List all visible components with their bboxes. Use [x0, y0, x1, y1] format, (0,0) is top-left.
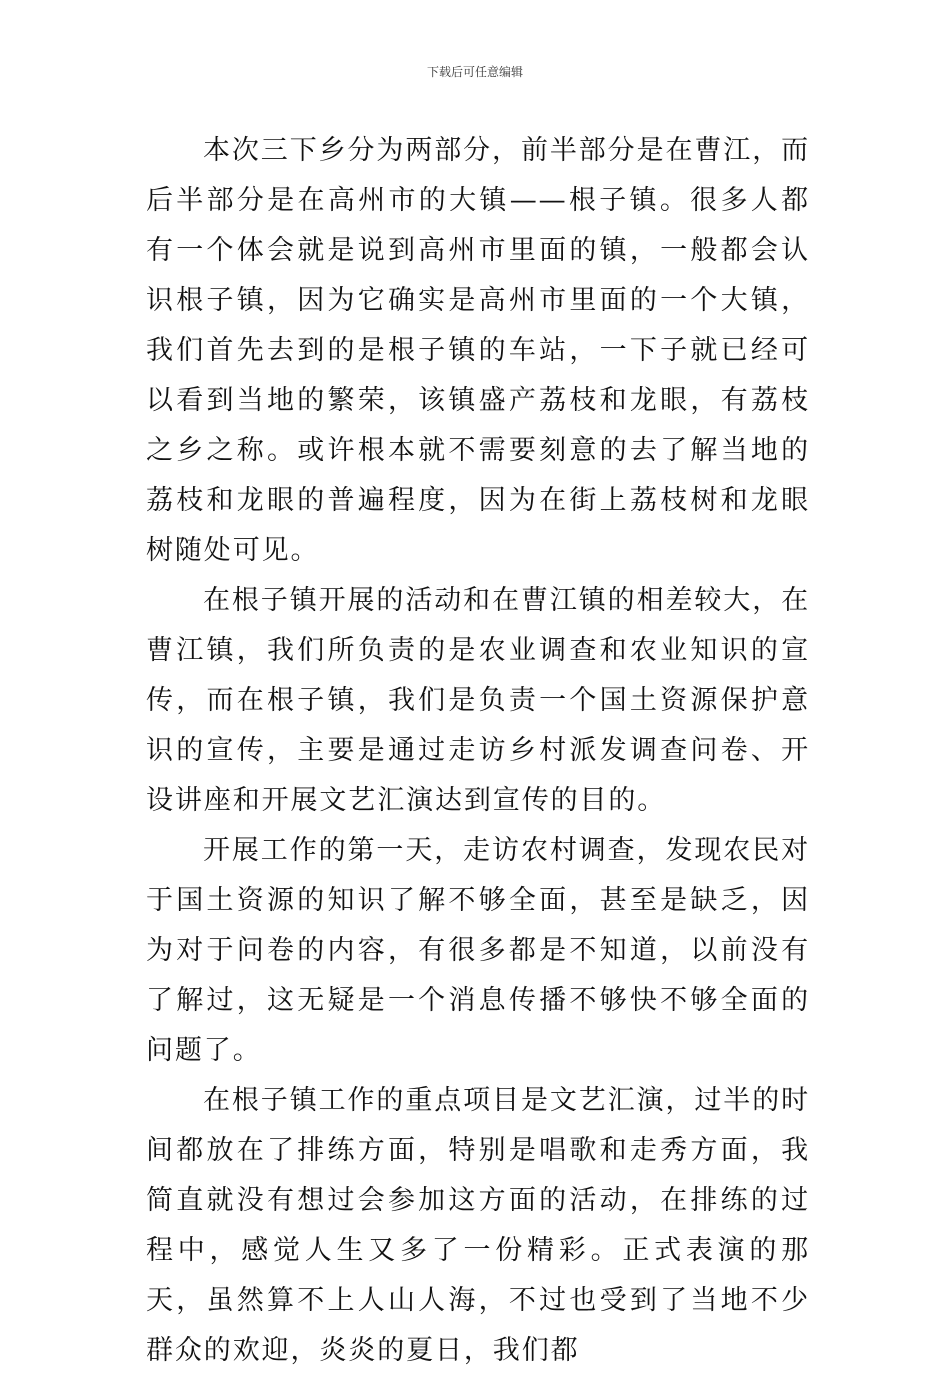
paragraph-4: 在根子镇工作的重点项目是文艺汇演，过半的时间都放在了排练方面，特别是唱歌和走秀方面，我简直就没有想过会参加这方面的活动，在排练的过程中，感觉人生又多了一份精彩。正式表演的那天，虽然算不上人山人海，不过也受到了当地不少群众的欢迎，炎炎的夏日，我们都 [146, 1085, 810, 1366]
paragraph-2: 在根子镇开展的活动和在曹江镇的相差较大，在曹江镇，我们所负责的是农业调查和农业知识的宣传，而在根子镇，我们是负责一个国土资源保护意识的宣传，主要是通过走访乡村派发调查问卷、开设讲座和开展文艺汇演达到宣传的目的。 [146, 585, 810, 816]
page-header: 下载后可任意编辑 [426, 65, 523, 79]
paragraph-1: 本次三下乡分为两部分，前半部分是在曹江，而后半部分是在高州市的大镇——根子镇。很多人都有一个体会就是说到高州市里面的镇，一般都会认识根子镇，因为它确实是高州市里面的一个大镇，我们首先去到的是根子镇的车站，一下子就已经可以看到当地的繁荣，该镇盛产荔枝和龙眼，有荔枝之乡之称。或许根本就不需要刻意的去了解当地的荔枝和龙眼的普遍程度，因为在街上荔枝树和龙眼树随处可见。 [146, 135, 810, 566]
paragraph-3: 开展工作的第一天，走访农村调查，发现农民对于国土资源的知识了解不够全面，甚至是缺乏，因为对于问卷的内容，有很多都是不知道，以前没有了解过，这无疑是一个消息传播不够快不够全面的问题了。 [146, 835, 810, 1066]
document-body [146, 126, 810, 1376]
